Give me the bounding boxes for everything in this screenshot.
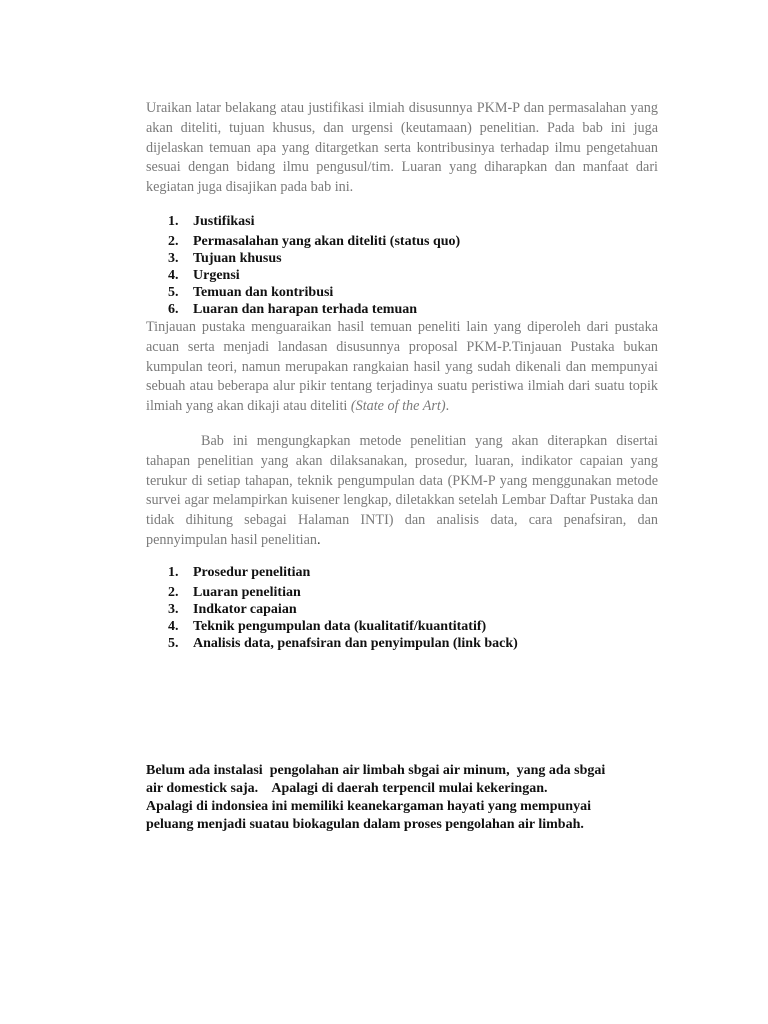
list-number: 3. [168, 251, 179, 266]
list-number: 1. [168, 565, 179, 580]
method-end: . [317, 531, 321, 548]
list-number: 1. [168, 214, 179, 229]
list-item [146, 564, 666, 584]
list-number: 4. [168, 268, 179, 283]
list-item-text: Luaran dan harapan terhada temuan [193, 302, 418, 317]
list-item-text: Urgensi [193, 268, 240, 283]
literature-review-text: Tinjauan pustaka menguaraikan hasil temuan peneliti lain yang diperoleh dari pustaka acuan serta menjadi landasan disusunnya proposal PKM-P.Tinjauan Pustaka bukan kumpulan teori, namun merupakan rangkaian hasil yang sudah dikenali dan mempunyai sebuah atau beberapa alur pikir tentang terjadinya suatu peristiwa ilmiah dari suatu topik ilmiah yang akan dikaji atau diteliti [146, 319, 658, 415]
list-number: 5. [168, 285, 179, 300]
method-paragraph [146, 432, 658, 551]
list-item [146, 618, 666, 635]
list-item-text: Temuan dan kontribusi [193, 285, 334, 300]
list-item-text: Indkator capaian [193, 602, 297, 617]
list-item [146, 635, 666, 652]
state-of-the-art-text: (State of the Art) [350, 398, 446, 415]
list-number: 6. [168, 302, 179, 317]
list-item-text: Permasalahan yang akan diteliti (status quo) [193, 234, 461, 249]
literature-review-end: . [445, 398, 450, 415]
list-number: 5. [168, 636, 179, 651]
list-item-text: Luaran penelitian [193, 585, 301, 600]
note-line: Belum ada instalasi pengolahan air limbah sbgai air minum, yang ada sbgai [146, 763, 606, 778]
list-item [146, 584, 666, 601]
literature-review-paragraph [146, 318, 658, 417]
list-number: 3. [168, 602, 179, 617]
list-number: 4. [168, 619, 179, 634]
list-item [146, 284, 666, 301]
method-list [146, 564, 666, 652]
list-item [146, 601, 666, 618]
note-line: peluang menjadi suatau biokagulan dalam proses pengolahan air limbah. [146, 817, 584, 832]
note-block-first [146, 762, 666, 798]
note-line: air domestick saja. Apalagi di daerah terpencil mulai kekeringan. [146, 781, 548, 796]
list-item-text: Teknik pengumpulan data (kualitatif/kuantitatif) [193, 619, 487, 634]
list-item-text: Justifikasi [193, 214, 255, 229]
intro-paragraph: Uraikan latar belakang atau justifikasi ilmiah disusunnya PKM-P dan permasalahan yang akan diteliti, tujuan khusus, dan urgensi (keutamaan) penelitian. Pada bab ini juga dijelaskan temuan apa yang ditargetkan serta kontribusinya terhadap ilmu pengetahuan sesuai dengan bidang ilmu pengusul/tim. Luaran yang diharapkan dan manfaat dari kegiatan juga disajikan pada bab ini. [146, 100, 658, 196]
list-number: 2. [168, 585, 179, 600]
list-item [146, 233, 666, 250]
list-item-text: Prosedur penelitian [193, 565, 311, 580]
note-block-second [146, 798, 666, 834]
method-text: Bab ini mengungkapkan metode penelitian yang akan diterapkan disertai tahapan penelitian yang akan dilaksanakan, prosedur, luaran, indikator capaian yang terukur di setiap tahapan, teknik pengumpulan data (PKM-P yang menggunakan metode survei agar melampirkan kuisener lengkap, diletakkan setelah Lembar Daftar Pustaka dan tidak dihitung sebagai Halaman INTI) dan analisis data, cara penafsiran, dan pennyimpulan hasil penelitian [146, 433, 658, 548]
list-item-text: Tujuan khusus [193, 251, 282, 266]
list-item [146, 213, 666, 233]
list-item [146, 301, 666, 318]
chapter-one-list [146, 213, 666, 318]
list-item-text: Analisis data, penafsiran dan penyimpulan (link back) [193, 636, 518, 651]
note-line: Apalagi di indonsiea ini memiliki keanekargaman hayati yang mempunyai [146, 799, 591, 814]
list-item [146, 250, 666, 267]
list-item [146, 267, 666, 284]
list-number: 2. [168, 234, 179, 249]
